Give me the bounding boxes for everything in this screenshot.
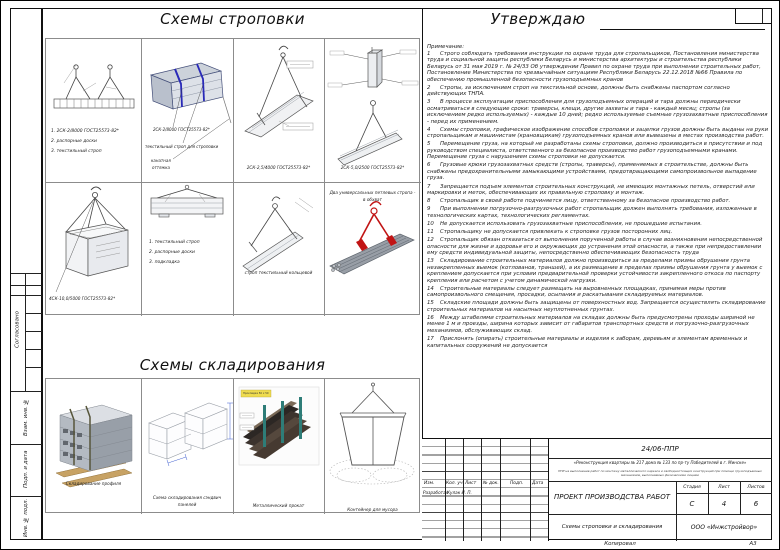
doc-code: 24/06-ППР	[641, 444, 679, 453]
note-number: 16	[427, 314, 434, 321]
notes-heading: Примечание:	[427, 44, 465, 50]
panel-sling-ring-sling-beam	[233, 182, 324, 316]
panel-sling-bundle	[233, 39, 324, 182]
note-number: 10	[427, 220, 434, 227]
sheets-label: Листов	[747, 484, 765, 490]
note-number: 14	[427, 285, 434, 292]
panel11-spacer-label: Прокладка 50 х 50	[243, 391, 269, 395]
note-text: Складирование строительных материалов должно производиться за пределами призмы обрушения грунта незакрепленных выемок (котлованов, траншей), а их размещение в пределах призмы обрушения грунта у выемок с креплением допускается при условии предварительной проверки устойчивости закрепленного откоса по паспорту крепления или расчетом с учетом динамической нагрузки.	[427, 258, 763, 284]
panel1-legend-1: 1. 2СК-2/8000 ГОСТ25573-82*	[51, 129, 119, 134]
note-text: Строго соблюдать требования инструкции по охране труда для стропальщиков, Постановления министерства труда и социальной защиты республики Беларусь и министерства архитектуры и строительства республики Беларусь от 31 мая 2019 г. № 24/33 Об утверждении Правил по охране труда при выполнении строительных работ, Постановление Министерства по чрезвычайным ситуациям Республики Беларусь 22.12.2018 №66 Правила по обеспечению промышленной безопасности грузоподъемных кранов	[427, 50, 761, 83]
note-number: 4	[427, 126, 431, 133]
sheet-label: Лист	[718, 484, 730, 490]
panel-sling-flat-element	[46, 39, 141, 182]
note-item	[427, 286, 768, 299]
note-number: 5	[427, 141, 431, 148]
panel2-label-gost: 2СК-2/8000 ГОСТ25573-82*	[153, 127, 210, 132]
panel10-caption-line1: Схема складирования сэндвич	[152, 495, 222, 500]
panel-storage-panels-scheme	[141, 379, 233, 514]
note-text: Стропальщик обязан отказаться от выполнения порученной работы в случае возникновения непосредственной опасности для жизни и здоровья его и окружающих до устранения этой опасности, а также при непредоставлении ему средств индивидуальной защиты, непосредственно обеспечивающих безопасность труда	[427, 237, 763, 257]
side-label-replace-inv	[11, 392, 41, 442]
panel5-caption: 4СК-10,0/5000 ГОСТ25573-82*	[49, 296, 116, 301]
note-item	[427, 99, 768, 125]
sketch-ring-sling-beam	[233, 182, 324, 316]
notes-list	[427, 51, 768, 350]
note-number: 11	[427, 228, 434, 235]
panel-sling-flat-stack	[141, 182, 233, 316]
note-text: Стропы, за исключением строп на текстильной основе, должны быть снабжены паспортом согласно действующих ТНПА.	[427, 84, 730, 98]
sheet-name: Схемы строповки и складирования	[561, 524, 663, 531]
sketch-panel-stacks	[141, 379, 233, 514]
note-number: 13	[427, 258, 434, 265]
sketch-rebar-bundle	[324, 182, 421, 316]
note-item	[427, 300, 768, 313]
note-text: Схемы строповки, графическое изображение способов строповки и зацепки грузов должны быть выданы на руки стропальщикам и машинистам (крановщикам) грузоподъемных кранов или вывешены в местах производства работ.	[427, 126, 769, 140]
note-text: Стропальщику не допускается привлекать к строповке грузов посторонних лиц.	[440, 228, 673, 235]
note-text: Запрещается подъем элементов строительных конструкций, не имеющих монтажных петель, отверстий или маркировки и меток, обеспечивающих их правильную строповку и монтаж.	[427, 183, 755, 197]
panel-storage-metal-stock	[233, 379, 324, 514]
note-item	[427, 51, 768, 84]
side-label-agreed-text: Согласовано	[14, 311, 21, 349]
note-text: Прислонять (опирать) строительные материалы и изделия к заборам, деревьям и элементам временных и капитальных сооружений не допускается	[427, 336, 748, 349]
note-item	[427, 221, 768, 228]
sketch-metal-stock	[233, 379, 324, 514]
sketch-profile-stack	[46, 379, 141, 514]
object-subtitle: ППР на выполнение работ по монтажу металлического каркаса и свободностоящих конструкций при помощи грузоподъемных механизмов, выполняемых физическими лицами	[558, 469, 762, 477]
panel8-header-line1: Два универсальных петлевых стропа -	[329, 190, 416, 195]
note-item	[427, 162, 768, 182]
note-item	[427, 237, 768, 257]
sheets-total: 6	[753, 499, 759, 508]
note-text: Стропальщик в своей работе подчиняется лицу, ответственному за безопасное производство работ.	[440, 198, 731, 205]
panel2-label-rope-1: канатная	[151, 158, 171, 163]
note-item	[427, 336, 768, 349]
panel11-caption: Металлический прокат	[252, 503, 305, 508]
panel-storage-profiles	[46, 379, 141, 514]
slinging-grid	[45, 38, 420, 315]
storage-grid	[45, 378, 420, 513]
sheet-number: 4	[721, 499, 727, 508]
object-name: «Реконструкция квартиры № 217 дома № 133 по пр-ту Победителей в г. Минске»	[573, 460, 747, 466]
panel9-caption: Складирование профиля	[65, 481, 122, 486]
note-text: Не допускается использовать грузозахватные приспособления, не прошедшие испытания.	[440, 220, 702, 227]
stage-label: Стадия	[683, 484, 701, 490]
note-number: 3	[427, 99, 431, 106]
col-date: Дата	[532, 481, 544, 486]
side-label-replace-text: Взам. инв. №	[23, 398, 29, 436]
footer-copied: Копировал	[604, 541, 636, 547]
note-number: 15	[427, 300, 434, 307]
note-item	[427, 184, 768, 197]
approve-title: Утверждаю	[490, 10, 586, 28]
note-text: Строительные материалы следует размещать на выровненных площадках, принимая меры против самопроизвольного смещения, просадки, осыпания и раскатывания складируемых материалов.	[427, 285, 726, 299]
note-item	[427, 229, 768, 236]
company-name: ООО «Инжстройвор»	[690, 524, 758, 531]
sketch-flat-stack	[141, 182, 233, 316]
note-number: 1	[427, 50, 431, 57]
title-block	[422, 438, 772, 540]
side-label-agreed	[11, 282, 24, 378]
panel10-caption-line2: панелей	[177, 502, 197, 507]
panel1-legend-2: 2. распорные доски	[51, 139, 97, 144]
corner-reference-box	[735, 8, 772, 24]
developer-name: Кулак И. П.	[447, 489, 472, 495]
col-list: Лист	[465, 481, 477, 486]
side-label-inv-text: Инв. № подл.	[23, 498, 29, 537]
col-sign: Подп.	[510, 481, 524, 486]
role-developed: Разработал	[423, 489, 449, 495]
sketch-flat-element	[46, 39, 141, 182]
note-number: 17	[427, 336, 434, 342]
panel-storage-waste-container	[324, 379, 421, 514]
panel-sling-rebar-bundle	[324, 182, 421, 316]
note-item	[427, 258, 768, 284]
note-number: 12	[427, 237, 434, 244]
panel4-caption: 2СК-5,0/2500 ГОСТ25573-82*	[340, 165, 405, 170]
side-label-sign-date	[11, 444, 41, 494]
notes-block	[427, 44, 768, 351]
panel1-legend-3: 3. текстильный строп	[51, 149, 102, 154]
slinging-title: Схемы строповки	[160, 10, 305, 28]
note-item	[427, 127, 768, 140]
panel8-header-line2: в обхват	[363, 197, 382, 202]
storage-title: Схемы складирования	[139, 356, 326, 374]
note-text: В процессе эксплуатации приспособления для грузоподъемных операций и тара должны периодически осматриваться в следующие сроки: траверсы, клещи, другие захваты и тара - каждый месяц; стропы (за исключением редко используемых) - каждые 10 дней; редко используемые съемные грузозахватные приспособления - перед их применением.	[427, 99, 768, 125]
note-number: 8	[427, 198, 431, 205]
panel12-caption: Контейнер для мусора	[347, 507, 398, 512]
side-label-sign-date-text: Подп. и дата	[23, 450, 29, 488]
sketch-column-beam	[324, 39, 421, 182]
panel6-legend-1: 1. текстильный строп	[149, 240, 200, 245]
panel3-caption: 2СК-2,5/4000 ГОСТ25573-82*	[246, 165, 311, 170]
stage-value: С	[689, 499, 695, 508]
note-item	[427, 85, 768, 98]
note-item	[427, 315, 768, 335]
note-number: 7	[427, 183, 431, 190]
sketch-waste-container	[324, 379, 421, 514]
panel-sling-lumber-stack	[141, 39, 233, 182]
note-text: Между штабелями строительных материалов на складах должны быть предусмотрены проходы шириной не менее 1 м и проезды, ширина которых зависит от габаритов транспортных средств и погрузочно-разгрузочных механизмов, обслуживающих склад.	[427, 314, 755, 334]
note-item	[427, 198, 768, 205]
panel-sling-column-and-beam	[324, 39, 421, 182]
panel6-legend-2: 2. распорные доски	[149, 250, 195, 255]
note-item	[427, 141, 768, 161]
note-text: При выполнении погрузочно-разгрузочных работ стропальщик должен выполнять требования, изложенные в технологических картах, технологических регламентах.	[427, 206, 757, 219]
col-kol-uch: Кол. уч.	[446, 481, 464, 486]
col-izm: Изм.	[424, 481, 435, 486]
note-number: 6	[427, 162, 431, 169]
panel2-label-textile-sling: текстильный строп для строповки	[145, 144, 219, 149]
side-label-inv-no	[11, 496, 41, 539]
approve-underline	[600, 29, 765, 30]
note-text: Грузовые крюки грузозахватных средств (стропы, траверсы), применяемых в строительстве, должны быть снабжены предохранительными замыкающими устройствами, предотвращающими самопроизвольное выпадение груза.	[427, 162, 757, 182]
panel2-label-rope-2: оттяжка	[152, 165, 170, 170]
panel6-legend-3: 3. подкладка	[149, 260, 180, 265]
note-text: Складские площади должны быть защищены от поверхностных вод. Запрещается осуществлять складирование строительных материалов на насыпных неуплотненных грунтах.	[427, 300, 766, 313]
footer-format: А3	[749, 541, 757, 547]
note-number: 9	[427, 206, 431, 213]
doc-title: ПРОЕКТ ПРОИЗВОДСТВА РАБОТ	[554, 493, 670, 501]
note-number: 2	[427, 84, 431, 91]
panel7-caption: строп текстильный кольцевой	[244, 270, 313, 275]
note-item	[427, 206, 768, 219]
note-text: Перемещение груза, на который не разработаны схемы строповки, должно производиться в присутствии и под руководством специалиста, ответственного за безопасное производство работ грузоподъемными кранами. Перемещение груза с нарушением схемы строповки не допускается.	[427, 141, 763, 161]
panel-sling-container-box	[46, 182, 141, 316]
col-doc-no: № док.	[483, 481, 499, 486]
sketch-bundle	[233, 39, 324, 182]
